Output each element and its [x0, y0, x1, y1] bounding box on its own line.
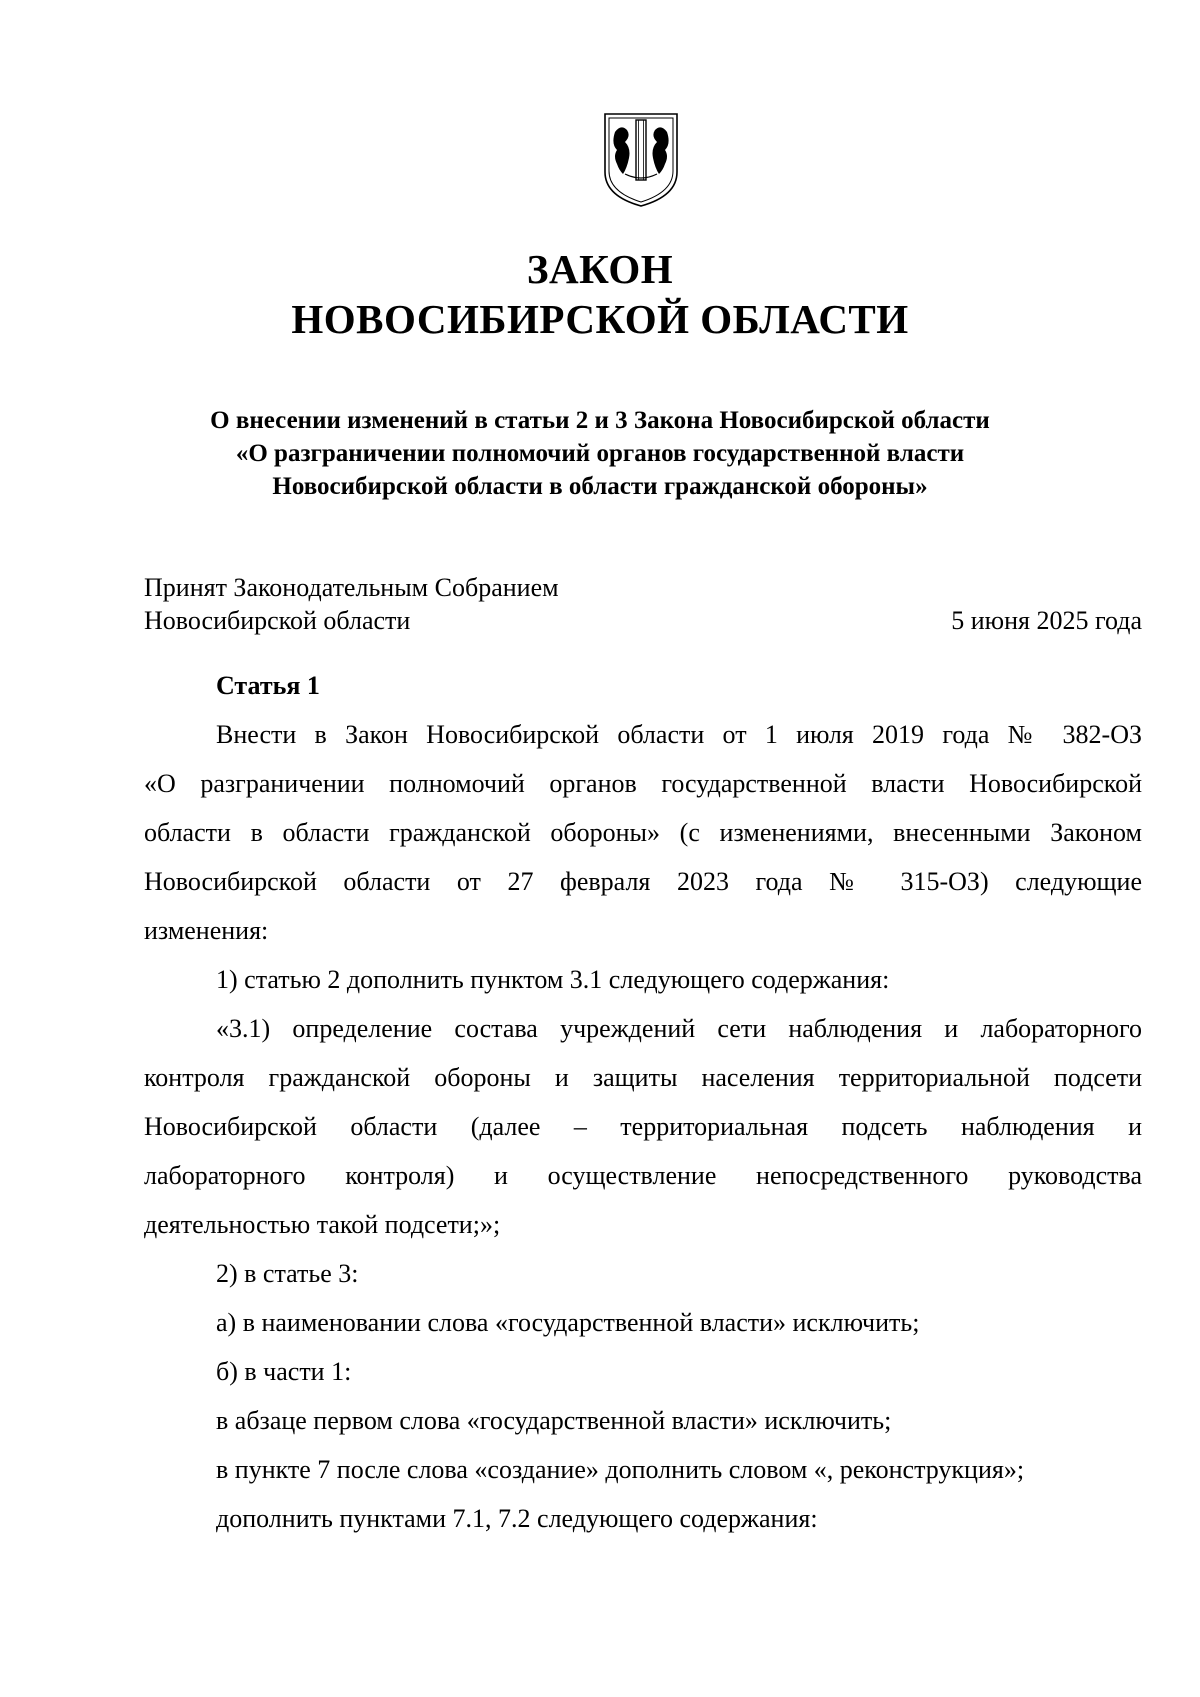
article-intro-line: области в области гражданской обороны» (с изменениями, внесенными Законом	[144, 818, 1142, 847]
region-title: НОВОСИБИРСКОЙ ОБЛАСТИ	[291, 296, 909, 342]
adoption-line-1: Принят Законодательным Собранием	[144, 573, 559, 602]
law-subject-line-2: «О разграничении полномочий органов государственной власти	[235, 440, 965, 467]
article-heading: Статья 1	[216, 671, 320, 700]
adoption-line-2: Новосибирской области	[144, 606, 411, 635]
article-intro-line: изменения:	[144, 916, 269, 945]
quote-line: деятельностью такой подсети;»;	[144, 1210, 501, 1239]
item-2b: б) в части 1:	[216, 1357, 352, 1386]
quote-line: контроля гражданской обороны и защиты населения территориальной подсети	[144, 1063, 1142, 1092]
coat-of-arms-emblem	[601, 110, 681, 210]
article-intro-line: «О разграничении полномочий органов государственной власти Новосибирской	[144, 769, 1142, 798]
item-1: 1) статью 2 дополнить пунктом 3.1 следующего содержания:	[216, 965, 890, 994]
item-2b-line-2: в пункте 7 после слова «создание» дополнить словом «, реконструкция»;	[216, 1455, 1025, 1484]
law-subject-line-1: О внесении изменений в статьи 2 и 3 Закона Новосибирской области	[210, 407, 990, 434]
item-2: 2) в статье 3:	[216, 1259, 359, 1288]
item-2b-line-1: в абзаце первом слова «государственной власти» исключить;	[216, 1406, 892, 1435]
quote-line: лабораторного контроля) и осуществление непосредственного руководства	[144, 1161, 1142, 1190]
article-intro-line: Новосибирской области от 27 февраля 2023 года № 315-ОЗ) следующие	[144, 867, 1142, 896]
quote-line: «3.1) определение состава учреждений сети наблюдения и лабораторного	[216, 1014, 1142, 1043]
law-subject-line-3: Новосибирской области в области гражданской обороны»	[272, 473, 928, 500]
document-type-title: ЗАКОН	[526, 246, 674, 292]
article-intro-line: Внести в Закон Новосибирской области от 1 июля 2019 года № 382-ОЗ	[216, 720, 1142, 749]
quote-line: Новосибирской области (далее – территориальная подсеть наблюдения и	[144, 1112, 1142, 1141]
item-2a: а) в наименовании слова «государственной власти» исключить;	[216, 1308, 920, 1337]
adoption-date: 5 июня 2025 года	[951, 606, 1142, 635]
item-2b-line-3: дополнить пунктами 7.1, 7.2 следующего содержания:	[216, 1504, 818, 1533]
